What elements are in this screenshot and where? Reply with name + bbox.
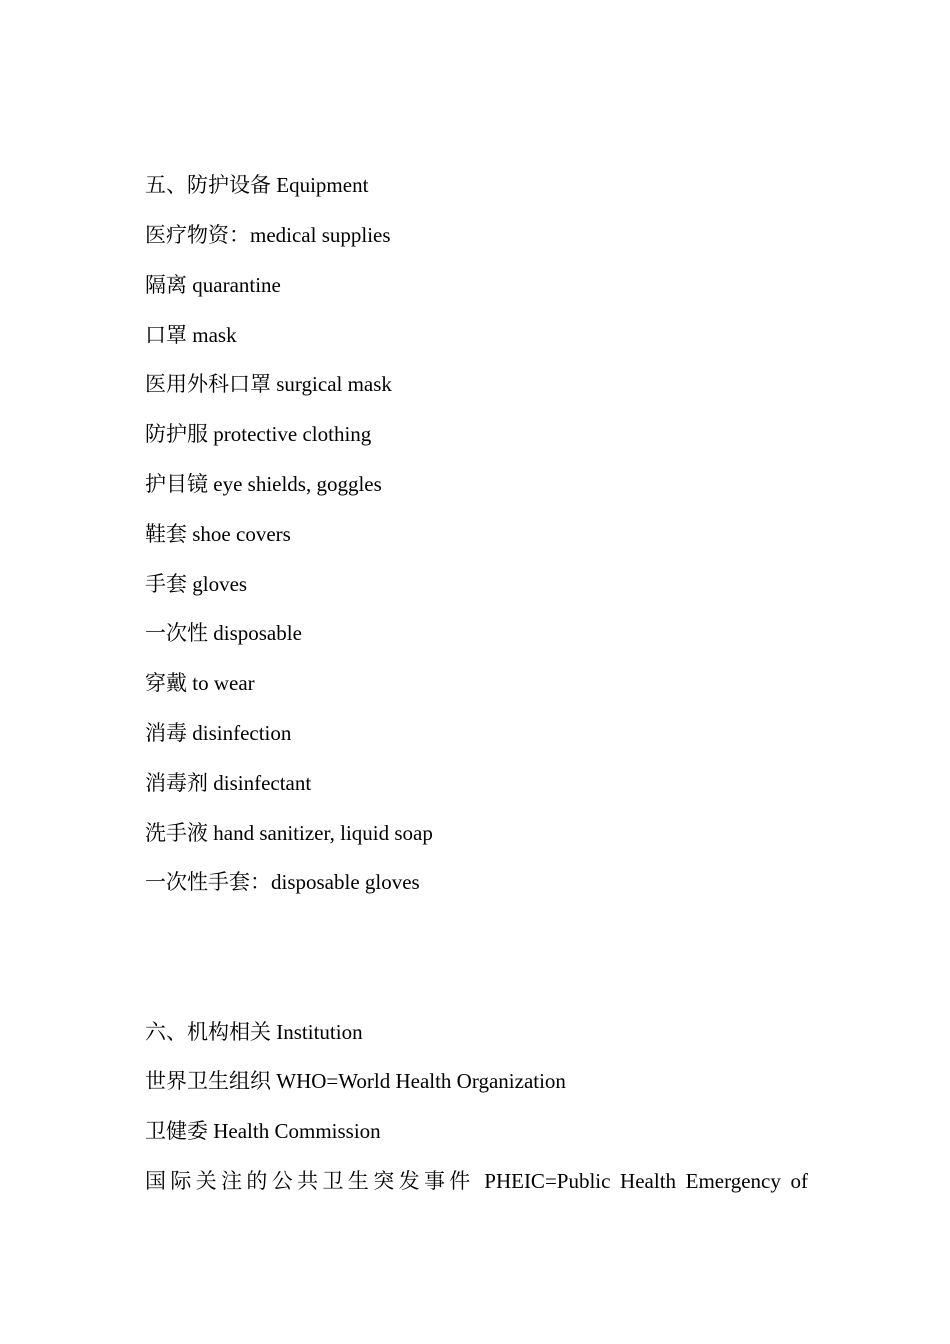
term-surgical-mask: 医用外科口罩 surgical mask xyxy=(145,372,392,396)
term-protective-clothing: 防护服 protective clothing xyxy=(145,422,372,446)
term-who: 世界卫生组织 WHO=World Health Organization xyxy=(145,1069,566,1093)
term-mask: 口罩 mask xyxy=(145,323,237,347)
term-quarantine: 隔离 quarantine xyxy=(145,273,281,297)
term-disposable: 一次性 disposable xyxy=(145,621,302,645)
section-heading-equipment: 五、防护设备 Equipment xyxy=(145,173,369,197)
term-hand-sanitizer: 洗手液 hand sanitizer, liquid soap xyxy=(145,821,433,845)
term-goggles: 护目镜 eye shields, goggles xyxy=(145,472,382,496)
term-disinfection: 消毒 disinfection xyxy=(145,721,292,745)
term-medical-supplies: 医疗物资：medical supplies xyxy=(145,223,391,247)
term-disinfectant: 消毒剂 disinfectant xyxy=(145,771,312,795)
term-to-wear: 穿戴 to wear xyxy=(145,671,255,695)
section-heading-institution: 六、机构相关 Institution xyxy=(145,1020,363,1044)
term-health-commission: 卫健委 Health Commission xyxy=(145,1119,381,1143)
term-gloves: 手套 gloves xyxy=(145,572,248,596)
term-disposable-gloves: 一次性手套：disposable gloves xyxy=(145,870,420,894)
term-shoe-covers: 鞋套 shoe covers xyxy=(145,522,291,546)
term-pheic: 国际关注的公共卫生突发事件 PHEIC=Public Health Emergency of xyxy=(145,1169,808,1193)
